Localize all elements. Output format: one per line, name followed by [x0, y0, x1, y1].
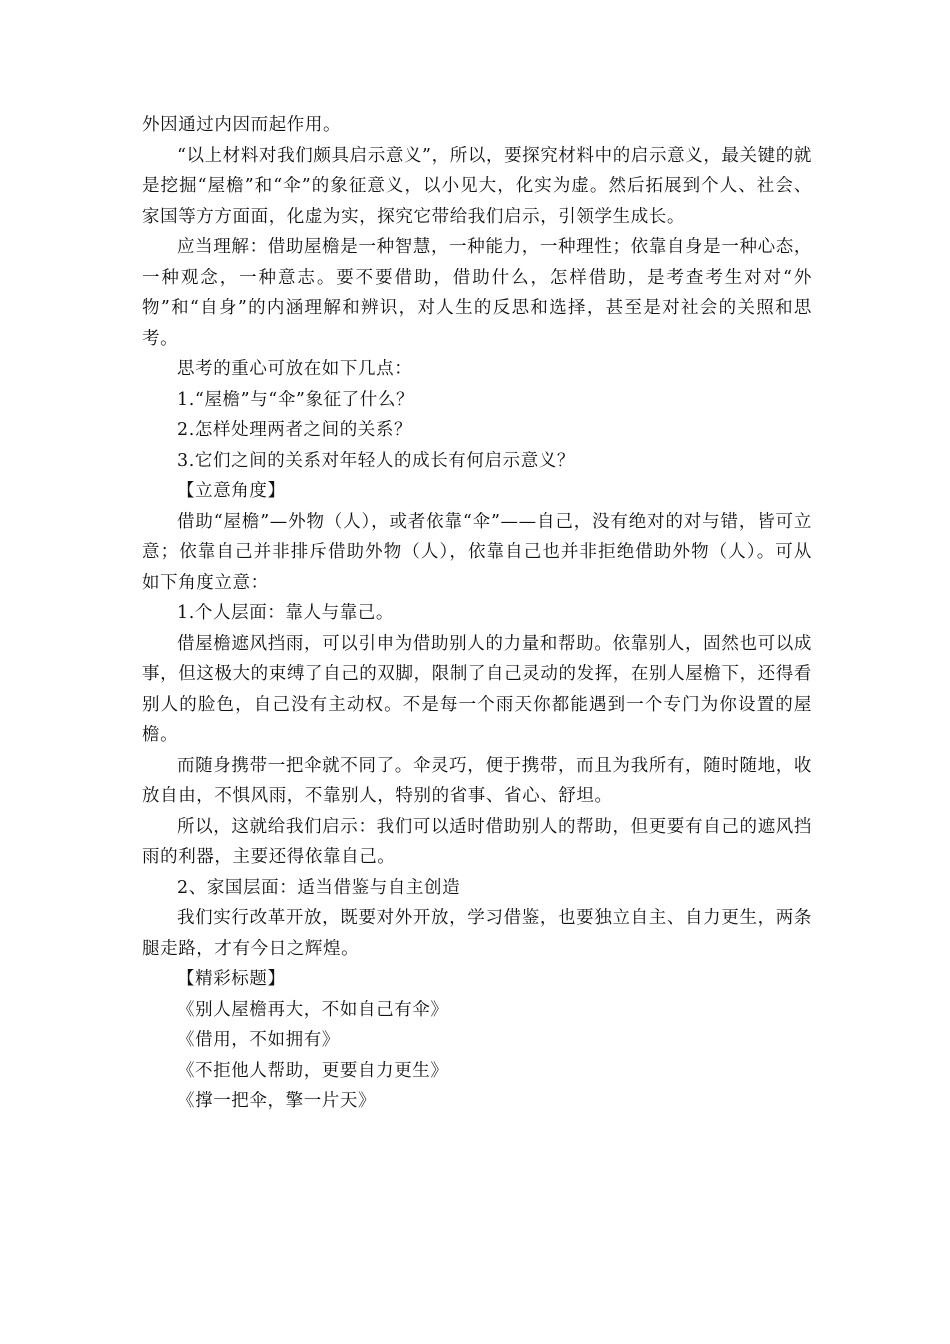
title-example-1: 《别人屋檐再大，不如自己有伞》 — [177, 999, 449, 1020]
section-heading-angle: 【立意角度】 — [177, 481, 286, 501]
paragraph-material-meaning: “以上材料对我们颇具启示意义”，所以，要探究材料中的启示意义，最关键的就是挖掘“屋檐”和“伞”的象征意义，以小见大，化实为虚。然后拓展到个人、社会、家国等方方面面，化虚为实，探究它带给我们启示，引领学生成长。 — [142, 145, 812, 227]
list-item-point-2: 2.怎样处理两者之间的关系？ — [177, 420, 413, 440]
paragraph-umbrella: 而随身携带一把伞就不同了。伞灵巧，便于携带，而且为我所有，随时随地，收放自由，不惧风雨，不靠别人，特别的省事、省心、舒坦。 — [142, 755, 812, 806]
document-page — [142, 110, 812, 1117]
paragraph-thinking-focus: 思考的重心可放在如下几点： — [177, 359, 413, 379]
paragraph-inspiration: 所以，这就给我们启示：我们可以适时借助别人的帮助，但更要有自己的遮风挡雨的利器，主要还得依靠自己。 — [142, 816, 812, 867]
list-item-point-3: 3.它们之间的关系对年轻人的成长有何启示意义？ — [177, 450, 575, 471]
section-heading-titles: 【精彩标题】 — [177, 969, 286, 989]
paragraph-eaves: 借屋檐遮风挡雨，可以引申为借助别人的力量和帮助。依靠别人，固然也可以成事，但这极大的束缚了自己的双脚，限制了自己灵动的发挥，在别人屋檐下，还得看别人的脸色，自己没有主动权。不是每一个雨天你都能遇到一个专门为你设置的屋檐。 — [142, 633, 812, 745]
paragraph-angle-intro: 借助“屋檐”—外物（人），或者依靠“伞”——自己，没有绝对的对与错，皆可立意；依靠自己并非排斥借助外物（人），依靠自己也并非拒绝借助外物（人）。可从如下角度立意： — [142, 511, 812, 593]
subheading-nation-level: 2、家国层面：适当借鉴与自主创造 — [177, 877, 461, 898]
paragraph-understanding: 应当理解：借助屋檐是一种智慧，一种能力，一种理性；依靠自身是一种心态，一种观念，一种意志。要不要借助，借助什么，怎样借助，是考查考生对对“外物”和“自身”的内涵理解和辨识，对人生的反思和选择，甚至是对社会的关照和思考。 — [142, 237, 812, 349]
paragraph-reform: 我们实行改革开放，既要对外开放，学习借鉴，也要独立自主、自力更生，两条腿走路，才有今日之辉煌。 — [142, 908, 812, 959]
list-item-point-1: 1.“屋檐”与“伞”象征了什么？ — [177, 389, 415, 410]
subheading-personal-level: 1.个人层面：靠人与靠己。 — [177, 603, 394, 623]
title-example-3: 《不拒他人帮助，更要自力更生》 — [177, 1060, 449, 1081]
title-example-4: 《撑一把伞，擎一片天》 — [177, 1091, 377, 1111]
title-example-2: 《借用，不如拥有》 — [177, 1030, 340, 1050]
paragraph-intro-fragment: 外因通过内因而起作用。 — [142, 115, 342, 135]
